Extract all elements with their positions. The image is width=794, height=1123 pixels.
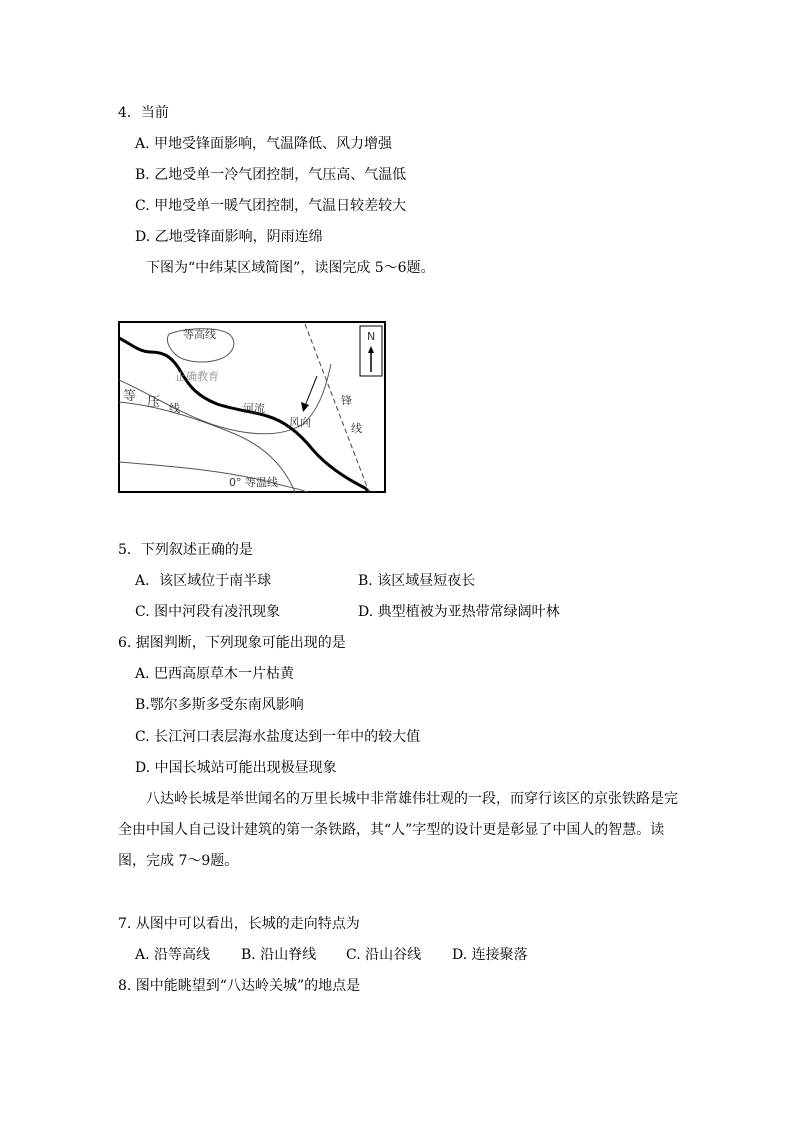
question-8-stem: 8. 图中能眺望到“八达岭关城”的地点是 <box>118 978 361 994</box>
isobar-label-2: 压 <box>147 395 161 410</box>
question-5-option-d: D. 典型植被为亚热带常绿阔叶林 <box>358 604 560 620</box>
isotherm-label: 0° 等温线 <box>229 476 278 489</box>
isobar-label-3: 线 <box>169 402 180 415</box>
question-7-stem: 7. 从图中可以看出，长城的走向特点为 <box>118 916 360 932</box>
question-6-option-b: B.鄂尔多斯多受东南风影响 <box>135 697 304 713</box>
watermark-text: 正确教育 <box>175 370 219 383</box>
isobar-label-1: 等 <box>123 389 137 404</box>
front-label-1: 锋 <box>341 394 352 407</box>
question-6-option-a: A. 巴西高原草木一片枯黄 <box>135 666 295 682</box>
question-7-option-a: A. 沿等高线 <box>135 947 211 963</box>
question-7-option-c: C. 沿山谷线 <box>346 947 422 963</box>
question-6-option-d: D. 中国长城站可能出现极昼现象 <box>135 760 337 776</box>
question-4-option-b: B. 乙地受单一冷气团控制，气压高、气温低 <box>135 167 407 183</box>
map-intro-text: 下图为“中纬某区域简图”，读图完成 5～6题。 <box>146 260 435 276</box>
question-6-option-c: C. 长江河口表层海水盐度达到一年中的较大值 <box>135 729 421 745</box>
regional-map-figure <box>117 320 389 496</box>
question-4-option-d: D. 乙地受锋面影响，阴雨连绵 <box>135 229 323 245</box>
passage-line-2: 全由中国人自己设计建筑的第一条铁路，其“人”字型的设计更是彰显了中国人的智慧。读 <box>118 822 665 838</box>
question-7-option-d: D. 连接聚落 <box>452 947 528 963</box>
passage-line-1: 八达岭长城是举世闻名的万里长城中非常雄伟壮观的一段，而穿行该区的京张铁路是完 <box>146 791 678 807</box>
question-5-stem: 5．下列叙述正确的是 <box>118 542 253 558</box>
question-5-option-b: B. 该区域昼短夜长 <box>358 573 476 589</box>
wind-label: 风向 <box>289 416 311 429</box>
question-5-option-a: A．该区域位于南半球 <box>135 573 272 589</box>
question-4-stem: 4．当前 <box>118 105 169 121</box>
front-label-2: 线 <box>351 422 362 435</box>
question-6-stem: 6. 据图判断，下列现象可能出现的是 <box>118 635 346 651</box>
question-5-option-c: C. 图中河段有凌汛现象 <box>135 604 281 620</box>
question-4-option-a: A. 甲地受锋面影响，气温降低、风力增强 <box>135 136 393 152</box>
contour-label: 等高线 <box>183 328 216 341</box>
passage-line-3: 图，完成 7～9题。 <box>118 853 239 869</box>
north-label: N <box>367 330 376 343</box>
question-7-option-b: B. 沿山脊线 <box>241 947 317 963</box>
question-4-option-c: C. 甲地受单一暖气团控制，气温日较差较大 <box>135 198 407 214</box>
river-label: 河流 <box>243 402 265 415</box>
